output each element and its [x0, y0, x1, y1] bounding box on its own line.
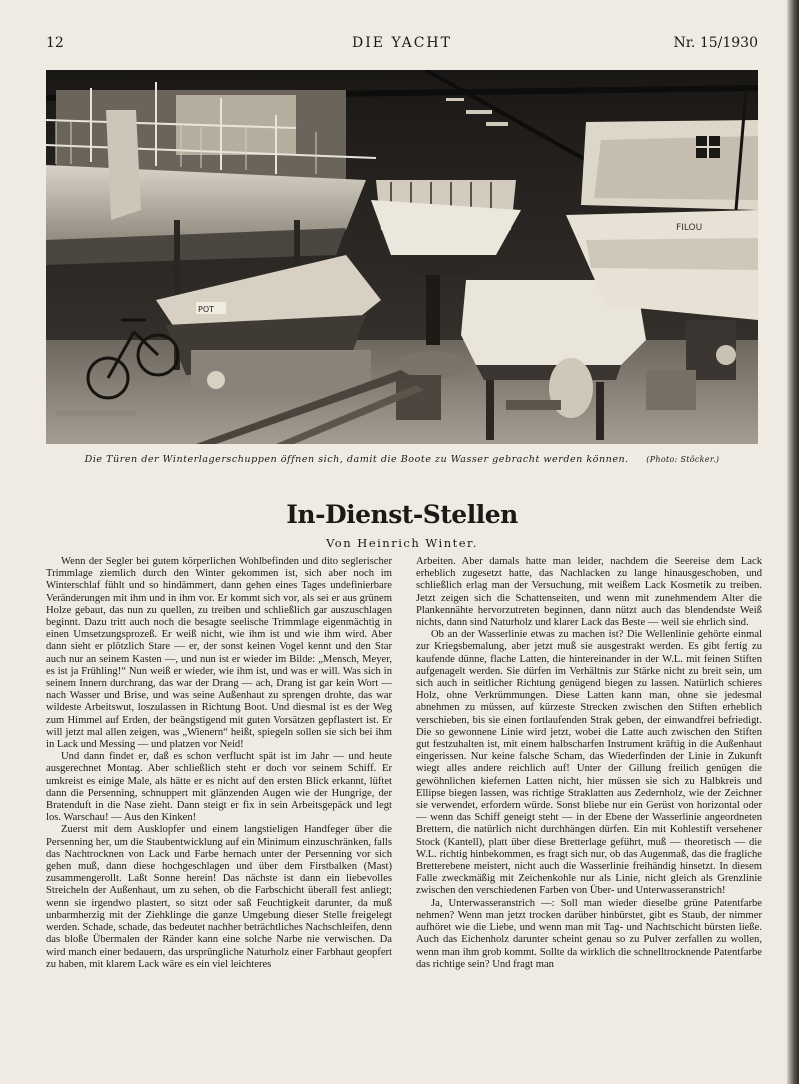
article-title: In-Dienst-Stellen — [286, 500, 518, 529]
caption-text: Die Türen der Winterlagerschuppen öffnen sich, damit die Boote zu Wasser gebracht werden können. — [84, 454, 629, 465]
article-column-right — [416, 556, 762, 1068]
issue-number: Nr. 15/1930 — [673, 35, 758, 51]
paragraph: Wenn der Segler bei gutem körperlichen Wohlbefinden und dito seglerischer Trimmlage ziemlich durch den Winter gekommen ist, sich aber noch im Winterschlaf fühlt und so hindämmert, dann gehen eines Tages undefinierbare Veränderungen mit ihm und in ihm vor. Er kommt sich vor, als sei er aus grünem Holze gebaut, das nun zu quellen, zu treiben und schließlich gar auszuschlagen beginnt. Dazu tritt auch noch die besagte seelische Trimmlage eigenmächtig in einen Umsetzungsprozeß. Er weiß nicht, wie ihm ist und wie ihm wird. Aber dann sieht er plötzlich Stare — er, der sonst keinen Vogel kennt und den Star auch nur an seinem Kasten —, und nun ist er wieder im Bilde: „Mensch, Meyer, es ist ja Frühling!“ Nun weiß er wieder, wie ihm ist, und was er will. Was sich in seinem Innern durchrang, das war der Drang — ach, Drang ist gar kein Wort — nach Wasser und Brise, und was seine Außenhaut zu sprengen drohte, das war wildeste Arbeitswut, loszulassen in Richtung Boot. Und diesmal ist es der Weg zum Himmel auf Erden, der beängstigend mit guten Vorsätzen gepflastert ist. Er will jetzt mal allen zeigen, was „Wienern“ heißt, spiegeln sollen sie sich bei ihm in Lack und Messing — und platzen vor Neid! — [46, 556, 392, 751]
paragraph: Arbeiten. Aber damals hatte man leider, nachdem die Seereise dem Lack erheblich zugesetzt hatte, das Nachlacken zu lange hinausgeschoben, und schließlich erlag man der Versuchung, mit weißem Lack Kosmetik zu treiben. Jetzt zeigen sich die Schattenseiten, und wenn mit zunehmendem Alter die Plankennähte hervorzutreten beginnen, dann nützt auch das blendendste Weiß nichts, dann sind Naturholz und klarer Lack das Beste — weil sie ehrlich sind. — [416, 556, 762, 629]
boat-shed-photo — [46, 70, 758, 444]
boat-name-label: FILOU — [676, 223, 703, 233]
photo-credit: (Photo: Stöcker.) — [646, 455, 720, 464]
page-number: 12 — [46, 35, 64, 51]
paragraph: Zuerst mit dem Ausklopfer und einem langstieligen Handfeger über die Persenning her, um die Staubentwicklung auf ein Minimum einzuschränken, falls das Nachtrocknen von Lack und Farbe hernach unter der Persenning vor sich gehen muß, dann diese hochgeschlagen und über dem Firstbalken (Mast) zusammengerollt. Laßt Sonne herein! Das nächste ist dann ein liebevolles Streicheln der Außenhaut, um zu sehen, ob die Farbschicht überall fest anliegt; wenn sie irgendwo plastert, so sitzt oder saß Feuchtigkeit darunter, da muß unbarmherzig mit der Ziehklinge die ganze Umgebung dieser Stelle freigelegt werden. Schade, schade, das bedeutet nachher beträchtliches Nachschleifen, denn das bloße Übermalen der Ränder kann eine solche Narbe nie verwischen. Da wird manch einer bedauern, das ursprüngliche Naturholz einer Farbhaut geopfert zu haben, mit klarem Lack wäre es ein viel leichteres — [46, 824, 392, 970]
paragraph: Und dann findet er, daß es schon verflucht spät ist im Jahr — und heute ausgerechnet Montag. Aber schließlich steht er doch vor seinem Schiff. Er umkreist es einige Male, als hätte er es nicht auf den ersten Blick erkannt, lüftet dann die Persenning, schnuppert mit glänzenden Augen wie der Hungrige, der Bratenduft in die Nase zieht. Dann steigt er fix in sein Arbeitsgepäck und legt los. Warschau! — Aus den Kinken! — [46, 751, 392, 824]
running-head — [46, 35, 758, 57]
article-byline: Von Heinrich Winter. — [326, 536, 478, 550]
photo-caption — [46, 454, 758, 465]
page-edge — [787, 0, 799, 1084]
paragraph: Ob an der Wasserlinie etwas zu machen ist? Die Wellenlinie gehörte einmal zur Kriegsbemalung, aber jetzt muß sie ausgestrakt werden. Es gibt fertig zu kaufende dünne, flache Latten, die hintereinander in der W.L. mit feinen Stiften aufgenagelt werden. Sie dürfen im Verhältnis zur Stärke nicht zu breit sein, um sich auch in seitlicher Richtung genügend biegen zu lassen. Natürlich schieres Holz, ohne Verkrümmungen. Diese Latten kann man, ohne sie jedesmal abnehmen zu müssen, auf kürzeste Strecken zwischen den Stiften erheblich verschieben, bis sie einen fortlaufenden Strak geben, der einwandfrei befriedigt. Die so gewonnene Linie wird jetzt, wobei die Latte auch zwischen den Stiften gut festzuhalten ist, mit einem halbscharfen Instrument kräftig in die Außenhaut eingerissen. Nur keine falsche Scham, das Wiederfinden der Linie in Zukunft wiegt alles andere reichlich auf! Unter der Gillung freilich genügen die gewöhnlichen kiefernen Latten nicht, hier müssen sie sich zu Halbkreis und Ellipse biegen lassen, was richtige Straklatten aus Zedernholz, wie der Zeichner sie verwendet, erfordern würde. Sonst bliebe nur ein Gerüst von horizontal oder — wenn das Schiff geneigt steht — in der Ebene der Wasserlinie angeordneten Brettern, die natürlich nicht durchhängen dürfen. Ein mit Kohlestift versehener Stock (Kantell), platt über diese Bretterlage geführt, muß — theoretisch — die W.L. richtig hinbekommen, es fragt sich nur, ob das Augenmaß, das die fragliche Bretterebene meistert, nicht auch die Wasserlinie freihändig hinsetzt. In diesem Falle zweckmäßig mit Zeichenkohle nur als Linie, nicht gleich als Grenzlinie zwischen den verschiedenen Farben von Über- und Unterwasseranstrich! — [416, 629, 762, 897]
magazine-title: DIE YACHT — [352, 35, 452, 51]
article-column-left — [46, 556, 392, 1068]
hull-label: POT — [198, 305, 215, 314]
paragraph: Ja, Unterwasseranstrich —: Soll man wieder dieselbe grüne Patentfarbe nehmen? Wenn man jetzt trocken darüber hinbürstet, gibt es Staub, der nimmer aufhöret wie die Liebe, und wenn man mit Tag- und Nachtschicht bürsten ließe. Auch das Eichenholz darunter scheint genau so zu Pulver zerfallen zu wollen, wenn man ihm grob kommt. Sollte da wirklich die schnelltrocknende Patentfarbe das richtige sein? Und fragt man — [416, 897, 762, 970]
